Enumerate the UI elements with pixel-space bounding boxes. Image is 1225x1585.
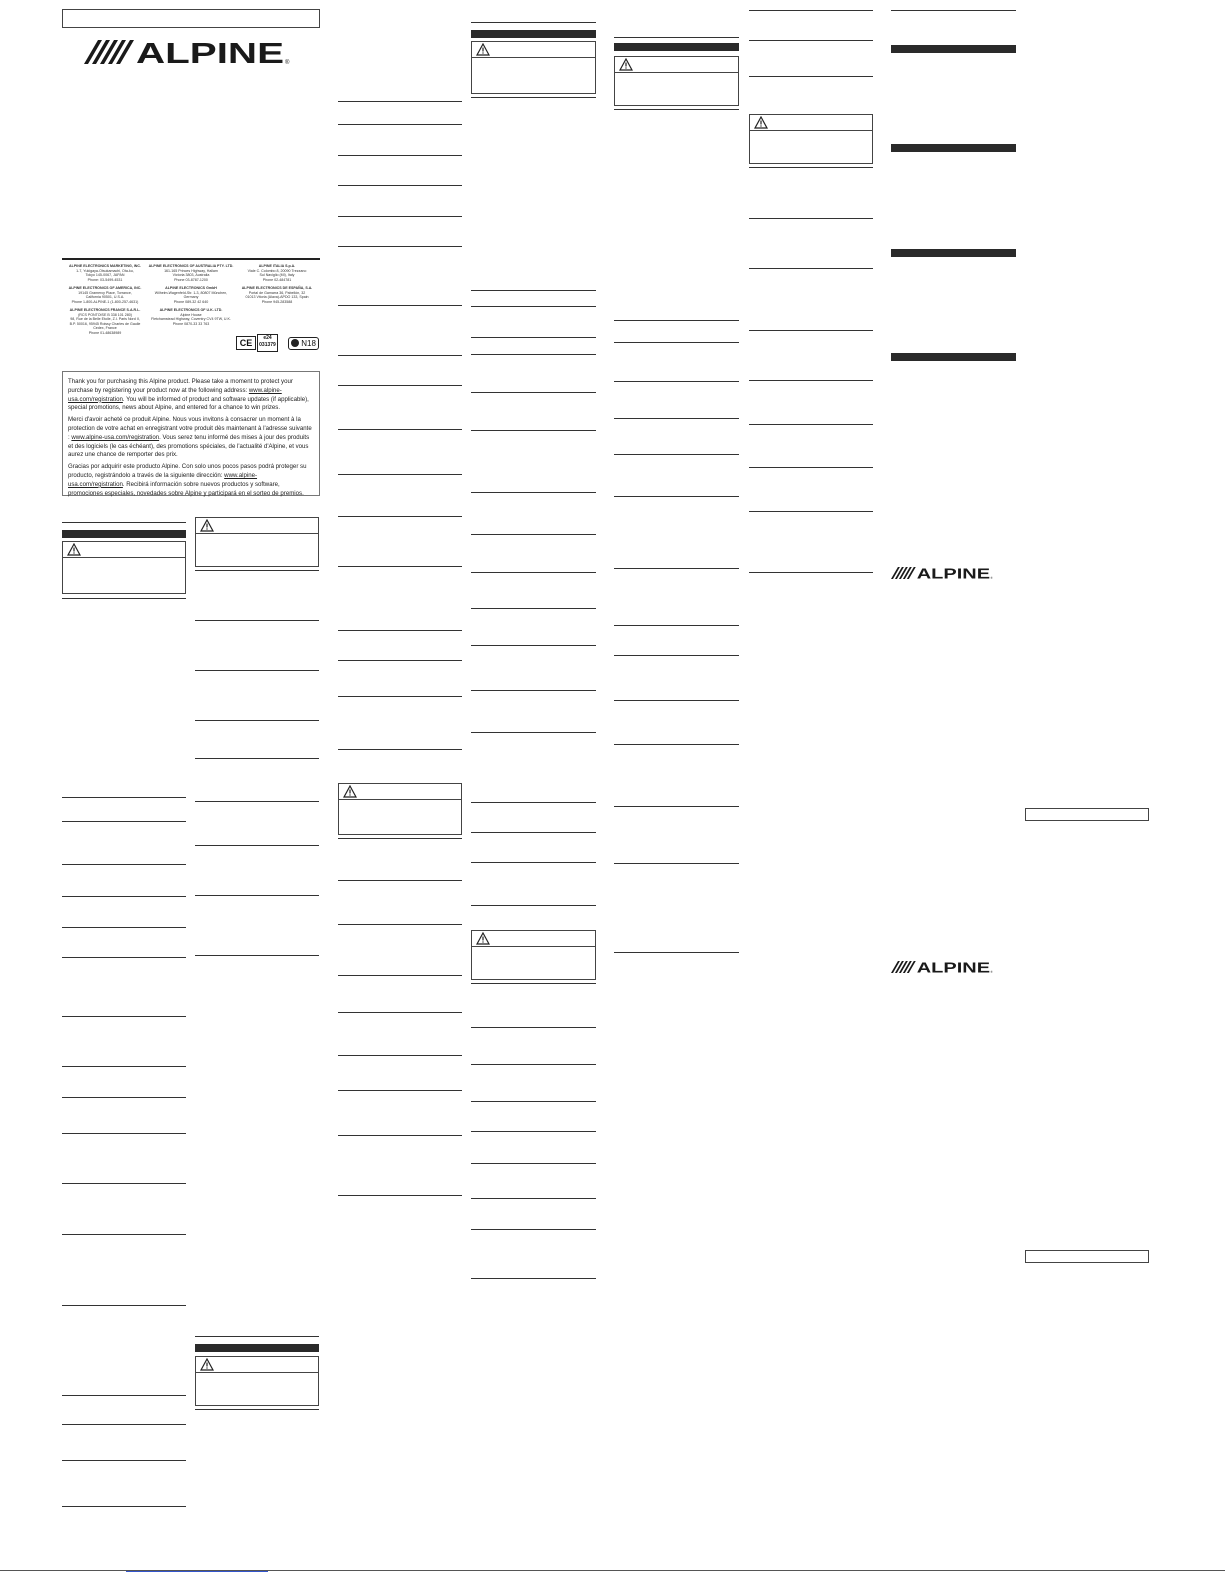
rule xyxy=(62,896,186,897)
rule xyxy=(471,862,596,863)
rule xyxy=(471,1163,596,1164)
svg-text:®: ® xyxy=(990,969,993,974)
rule xyxy=(62,1395,186,1396)
rule xyxy=(338,924,462,925)
svg-text:®: ® xyxy=(990,575,993,580)
warning-triangle-icon xyxy=(67,543,81,556)
rule xyxy=(471,430,596,431)
rule xyxy=(471,97,596,98)
warning-box xyxy=(338,783,462,835)
registration-link-fr[interactable]: www.alpine-usa.com/registration xyxy=(71,433,160,441)
alpine-logo xyxy=(84,38,294,66)
rule xyxy=(614,655,739,656)
rule xyxy=(471,306,596,307)
rule xyxy=(195,620,319,621)
rule xyxy=(471,492,596,493)
rule xyxy=(614,806,739,807)
rule xyxy=(62,927,186,928)
registration-link-es[interactable]: www.alpine-usa.com/registration xyxy=(68,471,258,488)
rule xyxy=(471,832,596,833)
warning-box xyxy=(471,930,596,980)
rule xyxy=(62,1183,186,1184)
alpine-logo-small xyxy=(891,566,995,580)
section-bar xyxy=(891,45,1016,53)
rule xyxy=(614,320,739,321)
rule xyxy=(614,700,739,701)
rule xyxy=(62,1234,186,1235)
label-box-1 xyxy=(1025,808,1149,821)
rule xyxy=(471,22,596,23)
rule xyxy=(749,218,873,219)
rule xyxy=(338,749,462,750)
svg-text:ALPINE: ALPINE xyxy=(916,960,991,974)
rule xyxy=(471,645,596,646)
section-bar xyxy=(614,43,739,51)
rule xyxy=(62,1097,186,1098)
n18-mark: N18 xyxy=(288,337,319,350)
footer-link[interactable] xyxy=(126,1571,268,1572)
rule xyxy=(338,838,462,839)
section-bar xyxy=(891,353,1016,361)
rule xyxy=(195,758,319,759)
rule xyxy=(614,37,739,38)
rule xyxy=(338,355,462,356)
rule xyxy=(471,1064,596,1065)
rule xyxy=(614,625,739,626)
rule xyxy=(195,895,319,896)
rule xyxy=(471,905,596,906)
rule xyxy=(338,155,462,156)
rule xyxy=(749,467,873,468)
rule xyxy=(195,1409,319,1410)
rule xyxy=(62,1424,186,1425)
address-es: ALPINE ELECTRONICS DE ESPAÑA, S.A. Portal de Gamarra 36, Pabellón, 32 01013 Vitoria (Alava)-APDO 133, Spain Phone 945-283588 xyxy=(241,286,313,304)
rule xyxy=(338,185,462,186)
rule xyxy=(62,797,186,798)
rule xyxy=(62,1066,186,1067)
rule xyxy=(471,732,596,733)
rule xyxy=(471,1131,596,1132)
rule xyxy=(338,1135,462,1136)
address-fr: ALPINE ELECTRONICS FRANCE S.A.R.L. (RCS PONTOISE B 338 101 280) 98, Rue de la Belle Etoile, Z.I. Paris Nord II, B.P. 50016, 95945 Roissy Charles de Gaulle Cedex, France Phone 01-48638989 xyxy=(69,308,141,335)
rule xyxy=(338,1012,462,1013)
title-box xyxy=(62,9,320,28)
rule xyxy=(195,955,319,956)
rule xyxy=(338,216,462,217)
rule xyxy=(749,40,873,41)
rule xyxy=(195,845,319,846)
rule xyxy=(614,863,739,864)
rule xyxy=(471,392,596,393)
warning-box xyxy=(195,517,319,567)
rule xyxy=(749,10,873,11)
rule xyxy=(471,983,596,984)
rule xyxy=(338,246,462,247)
rule xyxy=(749,380,873,381)
address-au: ALPINE ELECTRONICS OF AUSTRALIA PTY. LTD. 161-165 Princes Highway, Hallam Victoria 3803, Australia Phone 03-8787-1200 xyxy=(148,264,234,282)
rule xyxy=(749,424,873,425)
address-uk: ALPINE ELECTRONICS OF U.K. LTD. Alpine House Fletchamstead Highway, Coventry CV4 9TW, U.K. Phone 0870-33 33 763 xyxy=(151,308,231,326)
rule xyxy=(338,474,462,475)
rule xyxy=(471,608,596,609)
rule xyxy=(614,744,739,745)
rule xyxy=(614,342,739,343)
registration-en: Thank you for purchasing this Alpine product. Please take a moment to protect your purchase by registering your product now at the following address: www.alpine-usa.com/registration. You will be informed of product and software updates (if applicable), special promotions, news about Alpine, and entered for a chance to win prizes. xyxy=(68,378,309,412)
rule xyxy=(62,1506,186,1507)
svg-text:ALPINE: ALPINE xyxy=(916,566,991,580)
rule xyxy=(62,522,186,523)
warning-box xyxy=(749,114,873,164)
rule xyxy=(338,975,462,976)
rule xyxy=(338,696,462,697)
address-divider xyxy=(62,258,320,260)
warning-box xyxy=(614,56,739,106)
rule xyxy=(614,381,739,382)
registration-fr: Merci d'avoir acheté ce produit Alpine. Nous vous invitons à consacrer un moment à la protection de votre achat en enregistrant votre produit dès maintenant à l'adresse suivante : www.alpine-usa.com/registration. Vous serez tenu informé des mises à jour des produits et des logiciels (le cas échéant), des promotions spéciales, de l'actualité d'Alpine, et vous aurez une chance de remporter des prix. xyxy=(68,416,312,459)
rule xyxy=(749,167,873,168)
warning-triangle-icon xyxy=(476,43,490,56)
rule xyxy=(338,630,462,631)
warning-triangle-icon xyxy=(619,58,633,71)
warning-triangle-icon xyxy=(200,519,214,532)
rule xyxy=(471,1278,596,1279)
rule xyxy=(195,670,319,671)
registration-box xyxy=(62,371,320,496)
rule xyxy=(195,720,319,721)
rule xyxy=(195,1336,319,1337)
rule xyxy=(62,957,186,958)
rule xyxy=(471,337,596,338)
rule xyxy=(749,572,873,573)
rule xyxy=(471,802,596,803)
rule xyxy=(338,1055,462,1056)
rule xyxy=(338,305,462,306)
rule xyxy=(338,1090,462,1091)
rule xyxy=(338,566,462,567)
rule xyxy=(471,1027,596,1028)
rule xyxy=(62,821,186,822)
rule xyxy=(195,570,319,571)
rule xyxy=(62,1305,186,1306)
label-box-2 xyxy=(1025,1250,1149,1263)
brand-name: ALPINE xyxy=(136,38,284,66)
rule xyxy=(471,290,596,291)
warning-box xyxy=(471,41,596,94)
rule xyxy=(338,660,462,661)
rule xyxy=(471,534,596,535)
rule xyxy=(749,76,873,77)
rule xyxy=(62,1016,186,1017)
section-bar xyxy=(891,249,1016,257)
rule xyxy=(749,511,873,512)
rule xyxy=(614,568,739,569)
rule xyxy=(614,109,739,110)
warning-triangle-icon xyxy=(200,1358,214,1371)
rule xyxy=(62,598,186,599)
rule xyxy=(338,1195,462,1196)
address-jp: ALPINE ELECTRONICS MARKETING, INC. 1-7, Yukigaya-Otsukamachi, Ota-ku, Tokyo 145-0067, JAPAN Phone: 03-5499-4531 xyxy=(69,264,141,282)
address-us: ALPINE ELECTRONICS OF AMERICA, INC. 19145 Gramercy Place, Torrance, California 90501, U.S.A. Phone 1-800-ALPINE-1 (1-800-257-4631) xyxy=(68,286,142,304)
section-bar xyxy=(62,530,186,538)
rule xyxy=(614,454,739,455)
rule xyxy=(749,330,873,331)
warning-triangle-icon xyxy=(476,932,490,945)
registration-es: Gracias por adquirir este producto Alpine. Con solo unos pocos pasos podrá proteger su producto, registrándolo a través de la siguiente dirección: www.alpine-usa.com/registration. Recibirá información sobre nuevos productos y software, promociones especiales, novedades sobre Alpine y participará en el sorteo de premios. xyxy=(68,463,307,497)
rule xyxy=(62,864,186,865)
registration-link-en[interactable]: www.alpine-usa.com/registration xyxy=(68,386,282,403)
rule xyxy=(471,1198,596,1199)
warning-triangle-icon xyxy=(343,785,357,798)
check-circle-icon xyxy=(291,339,299,347)
alpine-logo-small-2 xyxy=(891,960,995,974)
rule xyxy=(338,101,462,102)
rule xyxy=(749,268,873,269)
ce-mark: CE xyxy=(236,336,256,350)
rule xyxy=(338,516,462,517)
rule xyxy=(62,1133,186,1134)
warning-box xyxy=(195,1356,319,1406)
warning-triangle-icon xyxy=(754,116,768,129)
rule xyxy=(62,1460,186,1461)
rule xyxy=(614,496,739,497)
registered-mark: ® xyxy=(285,60,290,66)
rule xyxy=(471,690,596,691)
rule xyxy=(614,952,739,953)
section-bar xyxy=(891,144,1016,152)
address-it: ALPINE ITALIA S.p.A. Viale C. Colombo 8, 20090 Trezzano Sul Naviglio (MI), Italy Phone 02-484781 xyxy=(247,264,307,282)
rule xyxy=(471,1229,596,1230)
rule xyxy=(891,10,1016,11)
rule xyxy=(338,429,462,430)
e-mark: e24 031379 xyxy=(257,334,278,352)
rule xyxy=(471,1101,596,1102)
warning-box xyxy=(62,541,186,594)
rule xyxy=(195,801,319,802)
rule xyxy=(471,572,596,573)
section-bar xyxy=(195,1344,319,1352)
rule xyxy=(338,385,462,386)
section-bar xyxy=(471,30,596,38)
rule xyxy=(338,124,462,125)
rule xyxy=(471,354,596,355)
address-de: ALPINE ELECTRONICS GmbH Wilhelm-Wagenfeld-Str. 1-3, 80807 München, Germany Phone 089-32 42 640 xyxy=(154,286,228,304)
rule xyxy=(338,880,462,881)
rule xyxy=(614,418,739,419)
